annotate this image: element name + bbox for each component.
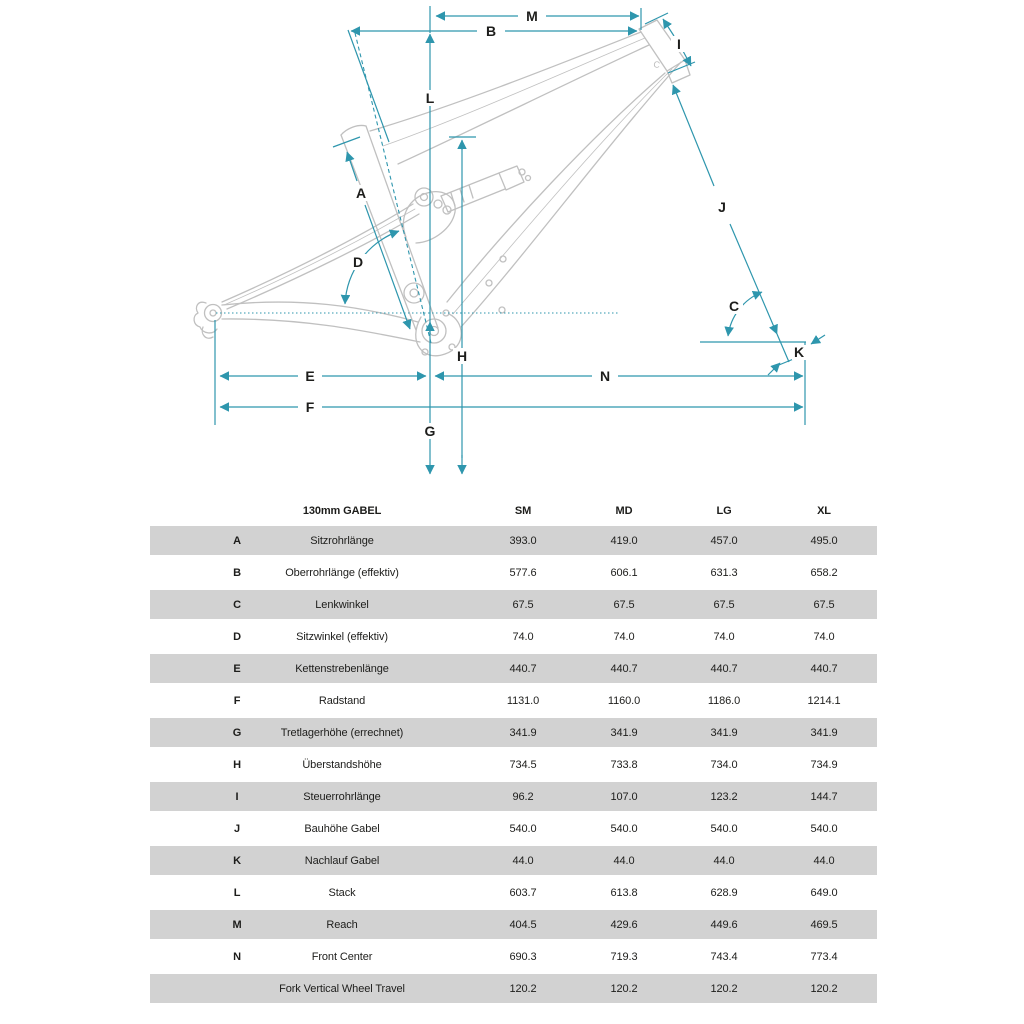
- table-row: [150, 654, 877, 683]
- row-value-xl: 44.0: [813, 854, 835, 867]
- table-row: [150, 878, 877, 907]
- row-key: M: [232, 918, 242, 931]
- row-value-md: 74.0: [613, 630, 635, 643]
- row-label: Steuerrohrlänge: [303, 790, 381, 803]
- row-value-lg: 120.2: [710, 982, 738, 995]
- row-value-xl: 495.0: [810, 534, 838, 547]
- table-row: [150, 526, 877, 555]
- head-tube-logo: C: [652, 59, 661, 71]
- table-row: [150, 750, 877, 779]
- table-row: [150, 910, 877, 939]
- dim-label-j: J: [718, 199, 726, 215]
- row-label: Reach: [326, 918, 358, 931]
- row-label: Sitzwinkel (effektiv): [296, 630, 388, 643]
- row-value-lg: 440.7: [710, 662, 738, 675]
- row-value-lg: 123.2: [710, 790, 738, 803]
- row-value-sm: 74.0: [512, 630, 534, 643]
- row-value-md: 440.7: [610, 662, 638, 675]
- row-value-sm: 393.0: [509, 534, 537, 547]
- row-value-xl: 440.7: [810, 662, 838, 675]
- row-value-xl: 773.4: [810, 950, 838, 963]
- row-value-xl: 540.0: [810, 822, 838, 835]
- table-row: [150, 846, 877, 875]
- dim-label-d: D: [352, 254, 364, 270]
- dim-label-l: L: [425, 90, 435, 106]
- row-value-xl: 341.9: [810, 726, 838, 739]
- row-value-md: 429.6: [610, 918, 638, 931]
- table-row: [150, 814, 877, 843]
- row-value-sm: 734.5: [509, 758, 537, 771]
- dim-a-tick: [333, 137, 360, 147]
- row-value-xl: 144.7: [810, 790, 838, 803]
- row-value-md: 419.0: [610, 534, 638, 547]
- row-value-lg: 540.0: [710, 822, 738, 835]
- row-value-md: 606.1: [610, 566, 638, 579]
- row-value-sm: 44.0: [512, 854, 534, 867]
- fork-config-header: 130mm GABEL: [302, 505, 382, 517]
- row-value-sm: 1131.0: [506, 694, 540, 707]
- row-value-xl: 74.0: [813, 630, 835, 643]
- bike-frame-drawing: [194, 20, 690, 356]
- dim-j: [673, 85, 714, 186]
- row-key: B: [233, 566, 241, 579]
- row-key: H: [233, 758, 241, 771]
- dim-label-f: F: [305, 399, 315, 415]
- row-value-lg: 449.6: [710, 918, 738, 931]
- bike-geometry-diagram: [0, 0, 1024, 500]
- row-value-sm: 577.6: [509, 566, 537, 579]
- row-value-xl: 1214.1: [807, 694, 841, 707]
- row-value-md: 341.9: [610, 726, 638, 739]
- down-tube: [447, 73, 665, 302]
- dim-k: [768, 363, 780, 375]
- size-header-sm: SM: [514, 505, 532, 517]
- row-value-xl: 469.5: [810, 918, 838, 931]
- table-row: [150, 686, 877, 715]
- dim-a: [347, 152, 357, 181]
- table-row: [150, 942, 877, 971]
- row-value-sm: 603.7: [509, 886, 537, 899]
- dim-label-m: M: [526, 8, 538, 24]
- row-key: N: [233, 950, 241, 963]
- table-row: [150, 558, 877, 587]
- row-value-xl: 120.2: [810, 982, 838, 995]
- row-label: Überstandshöhe: [302, 758, 382, 771]
- row-value-lg: 341.9: [710, 726, 738, 739]
- dim-label-k: K: [793, 344, 805, 360]
- row-value-sm: 540.0: [509, 822, 537, 835]
- label-backdrops: [301, 8, 806, 439]
- row-value-md: 540.0: [610, 822, 638, 835]
- row-value-md: 67.5: [613, 598, 635, 611]
- row-label: Nachlauf Gabel: [304, 854, 380, 867]
- seat-tube: [341, 125, 366, 135]
- row-label: Lenkwinkel: [315, 598, 369, 611]
- dim-label-c: C: [728, 298, 740, 314]
- row-value-md: 719.3: [610, 950, 638, 963]
- row-value-lg: 734.0: [710, 758, 738, 771]
- dim-i: [663, 19, 674, 36]
- row-value-sm: 690.3: [509, 950, 537, 963]
- row-value-sm: 120.2: [509, 982, 537, 995]
- row-value-md: 613.8: [610, 886, 638, 899]
- row-value-sm: 341.9: [509, 726, 537, 739]
- row-value-xl: 658.2: [810, 566, 838, 579]
- table-row: [150, 590, 877, 619]
- row-key: I: [235, 790, 239, 803]
- dim-label-a: A: [355, 185, 367, 201]
- row-label: Radstand: [318, 694, 366, 707]
- row-label: Oberrohrlänge (effektiv): [285, 566, 399, 579]
- row-value-xl: 649.0: [810, 886, 838, 899]
- dim-label-n: N: [599, 368, 611, 384]
- dim-label-e: E: [305, 368, 315, 384]
- row-key: F: [233, 694, 241, 707]
- row-value-lg: 628.9: [710, 886, 738, 899]
- row-value-lg: 1186.0: [707, 694, 741, 707]
- row-key: K: [233, 854, 241, 867]
- row-value-sm: 96.2: [512, 790, 534, 803]
- size-header-xl: XL: [817, 505, 831, 517]
- table-row: [150, 718, 877, 747]
- rear-shock: [434, 166, 531, 212]
- row-label: Fork Vertical Wheel Travel: [279, 982, 405, 995]
- seat-stay: [222, 204, 413, 302]
- size-header-md: MD: [615, 505, 633, 517]
- table-row: [150, 974, 877, 1003]
- row-label: Stack: [328, 886, 356, 899]
- row-value-lg: 74.0: [713, 630, 735, 643]
- size-header-lg: LG: [716, 505, 732, 517]
- top-tube: [370, 32, 641, 131]
- seat-axis-extension: [348, 30, 389, 142]
- row-key: L: [233, 886, 241, 899]
- geometry-table-header: [150, 500, 877, 522]
- row-key: A: [233, 534, 241, 547]
- dim-label-g: G: [424, 423, 436, 439]
- dim-label-h: H: [456, 348, 468, 364]
- row-value-lg: 457.0: [710, 534, 738, 547]
- row-value-md: 1160.0: [607, 694, 641, 707]
- row-value-lg: 631.3: [710, 566, 738, 579]
- row-value-lg: 743.4: [710, 950, 738, 963]
- row-value-md: 107.0: [610, 790, 638, 803]
- row-label: Tretlagerhöhe (errechnet): [280, 726, 404, 739]
- bottle-bosses: [486, 256, 506, 313]
- row-value-xl: 734.9: [810, 758, 838, 771]
- row-key: G: [232, 726, 242, 739]
- table-row: [150, 622, 877, 651]
- row-value-xl: 67.5: [813, 598, 835, 611]
- dim-label-i: I: [677, 36, 681, 52]
- row-value-sm: 67.5: [512, 598, 534, 611]
- row-value-md: 733.8: [610, 758, 638, 771]
- rear-dropout: [194, 302, 221, 338]
- row-label: Kettenstrebenlänge: [295, 662, 389, 675]
- row-label: Bauhöhe Gabel: [304, 822, 380, 835]
- row-label: Front Center: [311, 950, 373, 963]
- dim-label-b: B: [485, 23, 497, 39]
- row-value-lg: 67.5: [713, 598, 735, 611]
- row-label: Sitzrohrlänge: [310, 534, 374, 547]
- row-key: E: [233, 662, 241, 675]
- row-value-md: 44.0: [613, 854, 635, 867]
- geometry-table: [150, 500, 877, 1006]
- row-value-sm: 404.5: [509, 918, 537, 931]
- geometry-table-body: [150, 526, 877, 1003]
- table-row: [150, 782, 877, 811]
- row-key: J: [233, 822, 241, 835]
- row-key: D: [233, 630, 241, 643]
- row-key: C: [233, 598, 241, 611]
- steering-axis-extension: [777, 334, 789, 362]
- row-value-md: 120.2: [610, 982, 638, 995]
- row-value-sm: 440.7: [509, 662, 537, 675]
- row-value-lg: 44.0: [713, 854, 735, 867]
